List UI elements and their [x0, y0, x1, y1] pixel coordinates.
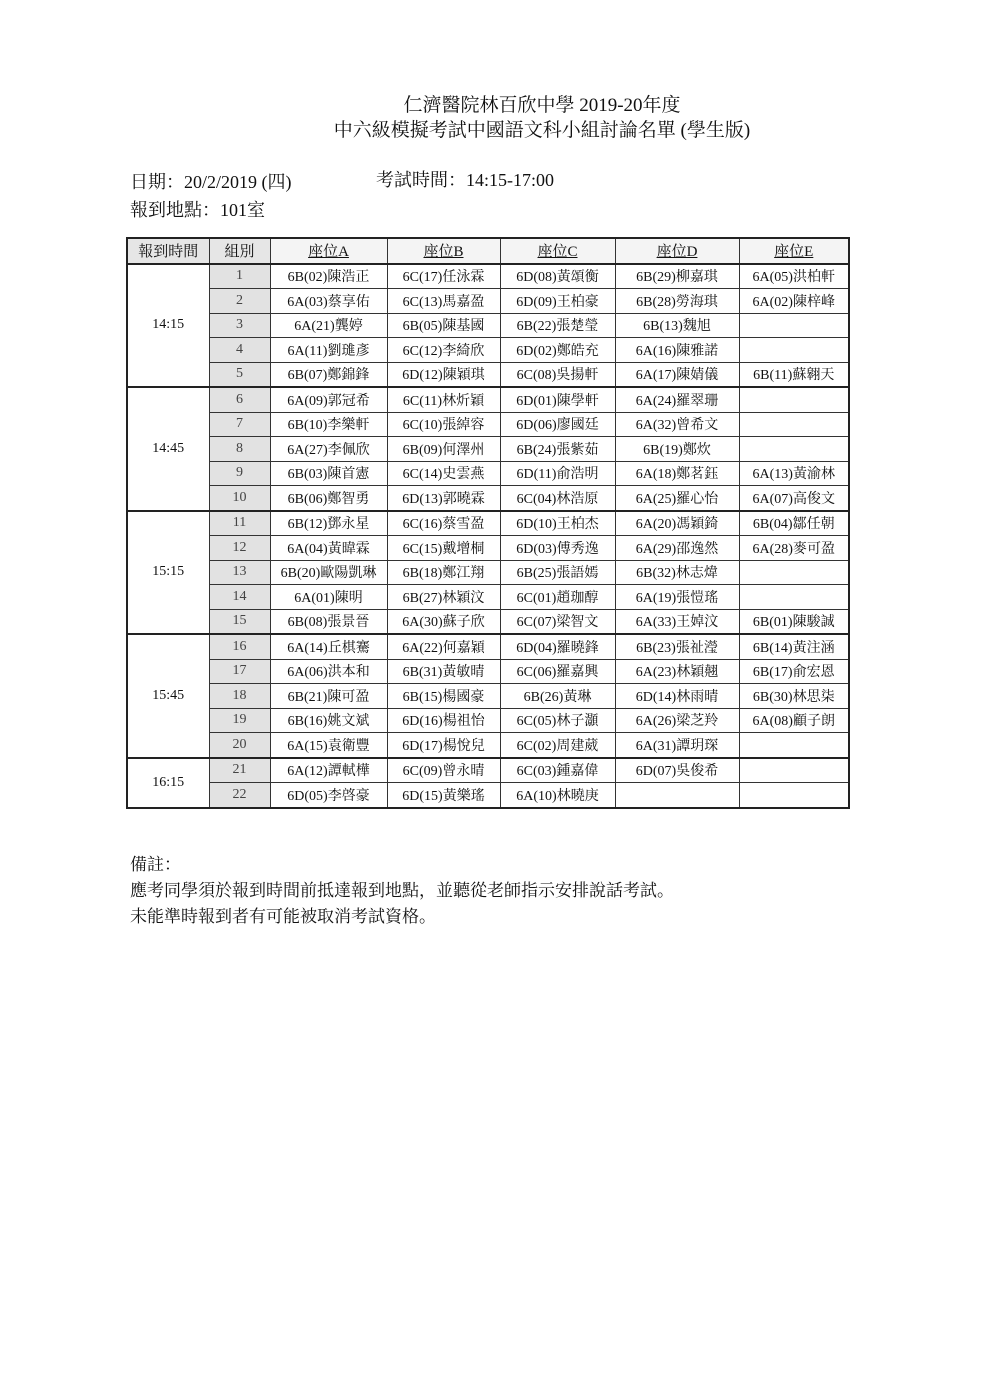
table-row [127, 437, 849, 462]
seat-a-cell: 6B(12)鄧永星 [270, 511, 387, 536]
header-seat-d: 座位D [615, 238, 739, 264]
seat-c-cell: 6B(25)張語嫣 [500, 560, 615, 585]
seat-a-cell: 6A(14)丘棋騫 [270, 634, 387, 659]
seat-e-cell [739, 560, 849, 585]
table-row [127, 461, 849, 486]
report-venue: 報到地點：101室 [130, 200, 265, 220]
group-number-cell: 15 [209, 609, 270, 634]
group-number-cell: 11 [209, 511, 270, 536]
seat-c-cell: 6C(05)林子灝 [500, 708, 615, 733]
seat-c-cell: 6D(10)王柏杰 [500, 511, 615, 536]
seat-e-cell: 6A(28)麥可盈 [739, 536, 849, 561]
notes-heading: 備註： [130, 855, 181, 874]
seat-c-cell: 6D(03)傅秀逸 [500, 536, 615, 561]
seat-a-cell: 6D(05)李啓豪 [270, 783, 387, 808]
notes [130, 852, 674, 930]
seat-b-cell: 6C(12)李綺欣 [387, 338, 500, 363]
group-number-cell: 1 [209, 264, 270, 289]
seat-e-cell: 6B(30)林思柒 [739, 684, 849, 709]
seat-e-cell: 6A(02)陳梓峰 [739, 289, 849, 314]
seat-c-cell: 6D(08)黃頌衡 [500, 264, 615, 289]
seat-a-cell: 6A(15)袁衛豐 [270, 733, 387, 758]
seat-b-cell: 6B(18)鄭江翔 [387, 560, 500, 585]
seat-b-cell: 6C(16)蔡雪盈 [387, 511, 500, 536]
group-number-cell: 6 [209, 387, 270, 412]
seat-c-cell: 6D(06)廖國廷 [500, 412, 615, 437]
seat-b-cell: 6A(30)蘇子欣 [387, 609, 500, 634]
seat-b-cell: 6D(12)陳穎琪 [387, 362, 500, 387]
group-number-cell: 8 [209, 437, 270, 462]
seat-c-cell: 6C(03)鍾嘉偉 [500, 758, 615, 783]
group-number-cell: 22 [209, 783, 270, 808]
group-number-cell: 18 [209, 684, 270, 709]
table-row [127, 511, 849, 536]
seat-c-cell: 6B(24)張紫茹 [500, 437, 615, 462]
seat-d-cell: 6B(29)柳嘉琪 [615, 264, 739, 289]
seat-c-cell: 6C(06)羅嘉興 [500, 659, 615, 684]
group-number-cell: 14 [209, 585, 270, 610]
seat-d-cell: 6B(28)勞海琪 [615, 289, 739, 314]
seat-b-cell: 6D(17)楊悅兒 [387, 733, 500, 758]
seat-d-cell: 6A(33)王婥汶 [615, 609, 739, 634]
report-time-cell: 14:15 [127, 264, 209, 388]
seat-d-cell: 6A(26)梁芝羚 [615, 708, 739, 733]
notes-line-2: 未能準時報到者有可能被取消考試資格。 [130, 907, 436, 926]
table-row [127, 289, 849, 314]
seat-e-cell [739, 758, 849, 783]
header-seat-c: 座位C [500, 238, 615, 264]
seat-d-cell: 6A(20)馮穎錡 [615, 511, 739, 536]
header-group: 組別 [209, 238, 270, 264]
document-subtitle: 中六級模擬考試中國語文科小組討論名單 (學生版) [333, 120, 751, 141]
header-report-time: 報到時間 [127, 238, 209, 264]
table-row [127, 733, 849, 758]
seat-e-cell [739, 437, 849, 462]
seat-d-cell: 6D(14)林雨晴 [615, 684, 739, 709]
table-row [127, 609, 849, 634]
seat-b-cell: 6C(17)任泳霖 [387, 264, 500, 289]
seat-d-cell: 6B(13)魏旭 [615, 313, 739, 338]
seat-a-cell: 6A(12)譚軾樺 [270, 758, 387, 783]
seat-a-cell: 6A(06)洪本和 [270, 659, 387, 684]
seat-b-cell: 6B(05)陳基國 [387, 313, 500, 338]
seat-b-cell: 6C(10)張綽容 [387, 412, 500, 437]
seat-e-cell [739, 387, 849, 412]
seat-c-cell: 6C(02)周建葳 [500, 733, 615, 758]
seat-c-cell: 6D(04)羅曉鋒 [500, 634, 615, 659]
seat-c-cell: 6D(02)鄭皓充 [500, 338, 615, 363]
table-row [127, 313, 849, 338]
seat-e-cell [739, 412, 849, 437]
group-number-cell: 21 [209, 758, 270, 783]
seat-a-cell: 6A(09)郭冠希 [270, 387, 387, 412]
seat-c-cell: 6C(07)梁智文 [500, 609, 615, 634]
seat-a-cell: 6A(27)李佩欣 [270, 437, 387, 462]
table-row [127, 560, 849, 585]
schedule-body [127, 264, 849, 808]
seat-a-cell: 6A(21)龔婷 [270, 313, 387, 338]
group-number-cell: 4 [209, 338, 270, 363]
table-row [127, 758, 849, 783]
table-row [127, 634, 849, 659]
report-time-cell: 15:15 [127, 511, 209, 635]
table-row [127, 387, 849, 412]
seat-e-cell: 6B(14)黃注涵 [739, 634, 849, 659]
seat-a-cell: 6B(07)鄭錦鋒 [270, 362, 387, 387]
seat-a-cell: 6B(08)張景晉 [270, 609, 387, 634]
seat-a-cell: 6B(03)陳首憲 [270, 461, 387, 486]
table-row [127, 412, 849, 437]
table-header-row [127, 238, 849, 264]
seat-d-cell: 6B(32)林志煒 [615, 560, 739, 585]
seat-b-cell: 6C(09)曾永晴 [387, 758, 500, 783]
seat-c-cell: 6D(11)俞浩明 [500, 461, 615, 486]
exam-date: 日期：20/2/2019 (四) [130, 172, 292, 192]
seat-b-cell: 6B(31)黃敏晴 [387, 659, 500, 684]
seat-e-cell: 6A(05)洪柏軒 [739, 264, 849, 289]
seat-d-cell: 6A(31)譚玥琛 [615, 733, 739, 758]
seat-e-cell [739, 733, 849, 758]
group-number-cell: 12 [209, 536, 270, 561]
seat-b-cell: 6B(09)何澤州 [387, 437, 500, 462]
report-time-cell: 16:15 [127, 758, 209, 808]
seat-a-cell: 6B(21)陳可盈 [270, 684, 387, 709]
seat-c-cell: 6C(08)吳揚軒 [500, 362, 615, 387]
seat-d-cell: 6A(16)陳雅諾 [615, 338, 739, 363]
seat-d-cell: 6A(32)曾希文 [615, 412, 739, 437]
group-number-cell: 19 [209, 708, 270, 733]
group-number-cell: 13 [209, 560, 270, 585]
group-number-cell: 16 [209, 634, 270, 659]
table-row [127, 362, 849, 387]
seat-b-cell: 6D(13)郭曉霖 [387, 486, 500, 511]
seat-c-cell: 6C(04)林浩原 [500, 486, 615, 511]
seat-b-cell: 6A(22)何嘉穎 [387, 634, 500, 659]
seat-d-cell: 6A(29)邵逸然 [615, 536, 739, 561]
seat-b-cell: 6C(14)史雲燕 [387, 461, 500, 486]
seat-d-cell: 6D(07)吳俊希 [615, 758, 739, 783]
seat-b-cell: 6D(15)黃樂瑤 [387, 783, 500, 808]
group-number-cell: 20 [209, 733, 270, 758]
group-number-cell: 17 [209, 659, 270, 684]
seat-b-cell: 6C(11)林炘穎 [387, 387, 500, 412]
seat-a-cell: 6A(11)劉璡彥 [270, 338, 387, 363]
notes-line-1: 應考同學須於報到時間前抵達報到地點，並聽從老師指示安排說話考試。 [130, 881, 674, 900]
seat-a-cell: 6B(10)李樂軒 [270, 412, 387, 437]
table-row [127, 264, 849, 289]
seat-c-cell: 6A(10)林曉庚 [500, 783, 615, 808]
group-number-cell: 10 [209, 486, 270, 511]
seat-e-cell [739, 338, 849, 363]
seat-d-cell: 6A(18)鄭茗鈺 [615, 461, 739, 486]
seat-e-cell: 6B(01)陳駿誠 [739, 609, 849, 634]
table-row [127, 536, 849, 561]
seat-e-cell [739, 783, 849, 808]
exam-time: 考試時間：14:15-17:00 [376, 170, 554, 190]
table-row [127, 486, 849, 511]
group-number-cell: 3 [209, 313, 270, 338]
seat-c-cell: 6B(26)黃琳 [500, 684, 615, 709]
seat-a-cell: 6B(02)陳浩正 [270, 264, 387, 289]
report-time-cell: 15:45 [127, 634, 209, 758]
seat-e-cell: 6A(08)顧子朗 [739, 708, 849, 733]
seat-c-cell: 6B(22)張楚瑩 [500, 313, 615, 338]
seat-d-cell [615, 783, 739, 808]
seat-b-cell: 6C(15)戴增桐 [387, 536, 500, 561]
group-number-cell: 2 [209, 289, 270, 314]
header-seat-e: 座位E [739, 238, 849, 264]
seat-e-cell: 6A(13)黃渝林 [739, 461, 849, 486]
seat-b-cell: 6C(13)馬嘉盈 [387, 289, 500, 314]
table-row [127, 684, 849, 709]
report-time-cell: 14:45 [127, 387, 209, 511]
seat-b-cell: 6B(27)林穎汶 [387, 585, 500, 610]
seat-e-cell: 6B(11)蘇翱天 [739, 362, 849, 387]
document-title: 仁濟醫院林百欣中學 2019-20年度 [403, 95, 681, 116]
seat-c-cell: 6C(01)趙珈醇 [500, 585, 615, 610]
seat-d-cell: 6A(17)陳婧儀 [615, 362, 739, 387]
table-row [127, 783, 849, 808]
seat-d-cell: 6A(19)張愷瑤 [615, 585, 739, 610]
seat-d-cell: 6B(23)張祉瀅 [615, 634, 739, 659]
table-row [127, 585, 849, 610]
header-seat-a: 座位A [270, 238, 387, 264]
group-number-cell: 5 [209, 362, 270, 387]
seat-e-cell [739, 585, 849, 610]
seat-a-cell: 6B(16)姚文斌 [270, 708, 387, 733]
seat-e-cell: 6B(04)鄒任朝 [739, 511, 849, 536]
table-row [127, 338, 849, 363]
seat-d-cell: 6A(25)羅心怡 [615, 486, 739, 511]
table-row [127, 659, 849, 684]
header-seat-b: 座位B [387, 238, 500, 264]
seat-a-cell: 6A(01)陳明 [270, 585, 387, 610]
seat-d-cell: 6A(23)林穎翹 [615, 659, 739, 684]
seat-a-cell: 6B(06)鄭智勇 [270, 486, 387, 511]
group-number-cell: 9 [209, 461, 270, 486]
seat-b-cell: 6D(16)楊祖怡 [387, 708, 500, 733]
seat-b-cell: 6B(15)楊國豪 [387, 684, 500, 709]
group-number-cell: 7 [209, 412, 270, 437]
seat-d-cell: 6A(24)羅翠珊 [615, 387, 739, 412]
table-row [127, 708, 849, 733]
seat-e-cell: 6B(17)俞宏恩 [739, 659, 849, 684]
seat-a-cell: 6B(20)歐陽凱琳 [270, 560, 387, 585]
seat-a-cell: 6A(04)黃暐霖 [270, 536, 387, 561]
seat-c-cell: 6D(09)王柏豪 [500, 289, 615, 314]
schedule-table [126, 237, 850, 809]
seat-a-cell: 6A(03)蔡享佑 [270, 289, 387, 314]
seat-e-cell: 6A(07)高俊文 [739, 486, 849, 511]
seat-c-cell: 6D(01)陳學軒 [500, 387, 615, 412]
seat-d-cell: 6B(19)鄭炊 [615, 437, 739, 462]
seat-e-cell [739, 313, 849, 338]
